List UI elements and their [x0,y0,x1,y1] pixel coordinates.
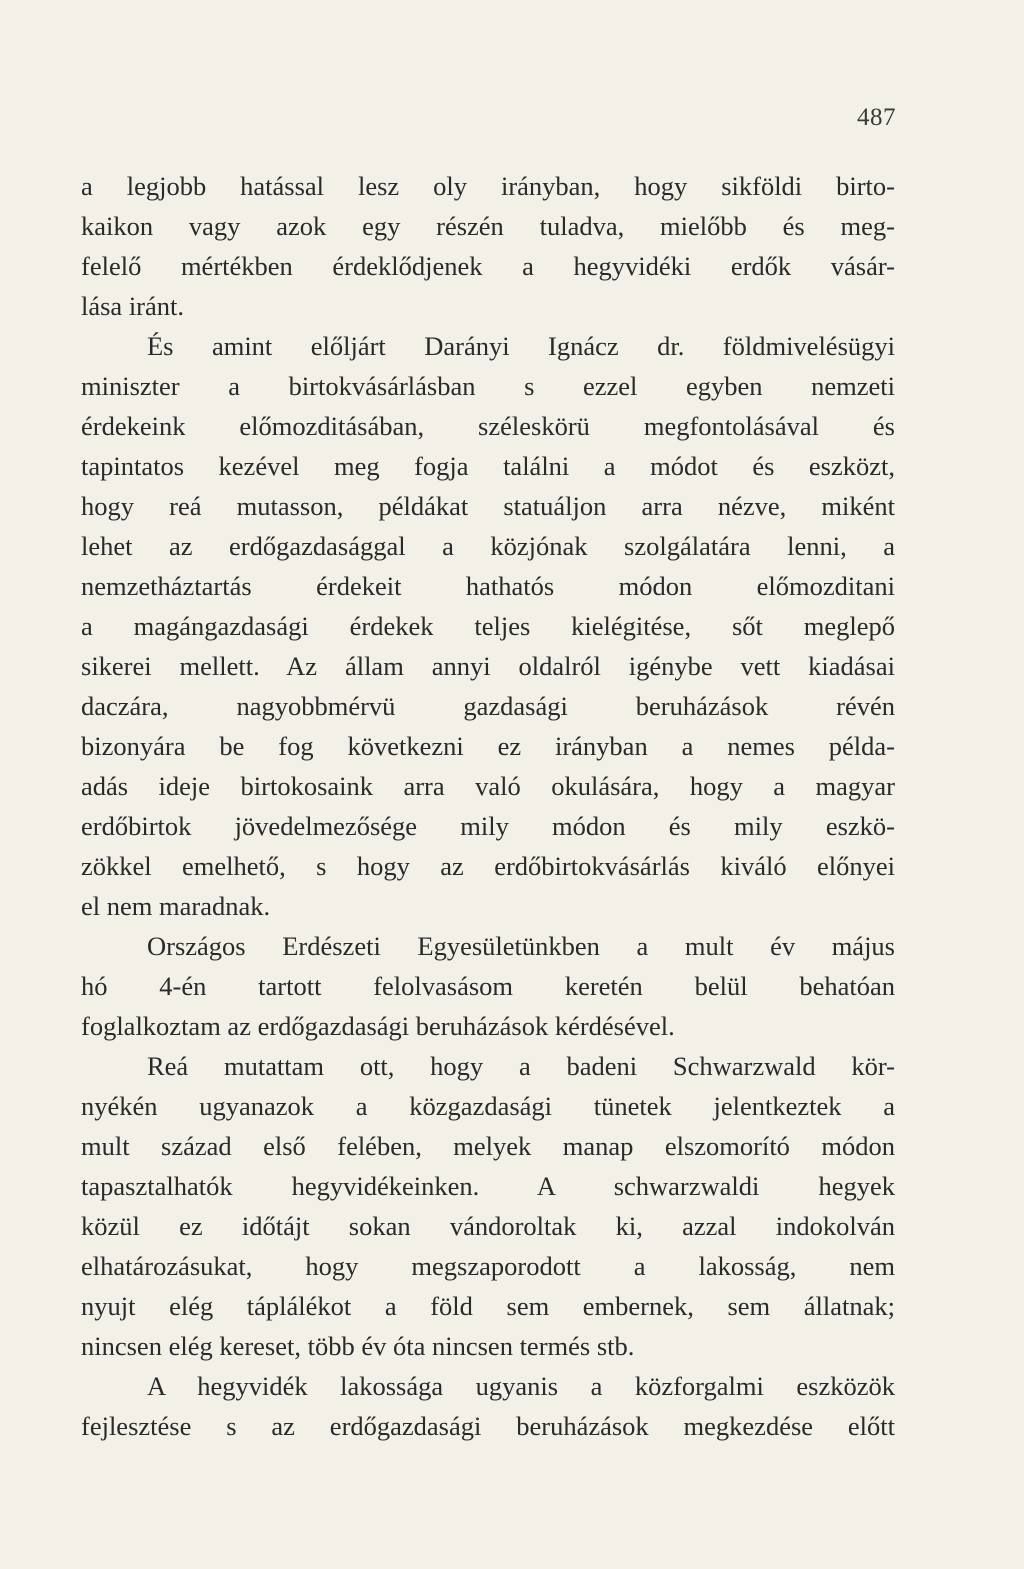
text-line: zökkel emelhető, s hogy az erdőbirtokvásárlás kiváló előnyei [81,851,895,881]
text-line: fejlesztése s az erdőgazdasági beruházások megkezdése előtt [81,1411,895,1441]
text-line: kaikon vagy azok egy részén tuladva, mielőbb és meg- [81,211,895,241]
text-line: nyujt elég táplálékot a föld sem embernek, sem állatnak; [81,1291,895,1321]
text-line: közül ez időtájt sokan vándoroltak ki, azzal indokolván [81,1211,895,1241]
text-line: mult század első felében, melyek manap elszomorító módon [81,1131,895,1161]
text-line: nemzetháztartás érdekeit hathatós módon előmozditani [81,571,895,601]
text-line: Országos Erdészeti Egyesületünkben a mult év május [147,931,895,961]
text-line: foglalkoztam az erdőgazdasági beruházások kérdésével. [81,1011,675,1041]
text-line: adás ideje birtokosaink arra való okulására, hogy a magyar [81,771,895,801]
text-line: miniszter a birtokvásárlásban s ezzel egyben nemzeti [81,371,895,401]
text-line: bizonyára be fog következni ez irányban a nemes példa- [81,731,895,761]
text-line: A hegyvidék lakossága ugyanis a közforgalmi eszközök [147,1371,895,1401]
text-line: a legjobb hatással lesz oly irányban, hogy sikföldi birto- [81,171,895,201]
text-line: sikerei mellett. Az állam annyi oldalról igénybe vett kiadásai [81,651,895,681]
text-line: nyékén ugyanazok a közgazdasági tünetek jelentkeztek a [81,1091,895,1121]
text-line: nincsen elég kereset, több év óta nincsen termés stb. [81,1331,635,1361]
text-line: erdőbirtok jövedelmezősége mily módon és mily eszkö- [81,811,895,841]
text-line: lása iránt. [81,291,185,321]
text-line: el nem maradnak. [81,891,271,921]
body-text [81,166,895,1446]
text-line: felelő mértékben érdeklődjenek a hegyvidéki erdők vásár- [81,251,895,281]
text-line: tapintatos kezével meg fogja találni a módot és eszközt, [81,451,895,481]
text-line: És amint előljárt Darányi Ignácz dr. földmivelésügyi [147,331,895,361]
text-line: hó 4-én tartott felolvasásom keretén belül behatóan [81,971,895,1001]
text-line: Reá mutattam ott, hogy a badeni Schwarzwald kör- [147,1051,895,1081]
page-number: 487 [857,104,896,131]
text-line: elhatározásukat, hogy megszaporodott a lakosság, nem [81,1251,895,1281]
text-line: daczára, nagyobbmérvü gazdasági beruházások révén [81,691,895,721]
text-line: hogy reá mutasson, példákat statuáljon arra nézve, miként [81,491,895,521]
text-line: tapasztalhatók hegyvidékeinken. A schwarzwaldi hegyek [81,1171,895,1201]
text-line: lehet az erdőgazdasággal a közjónak szolgálatára lenni, a [81,531,895,561]
text-line: a magángazdasági érdekek teljes kielégitése, sőt meglepő [81,611,895,641]
text-line: érdekeink előmozditásában, széleskörü megfontolásával és [81,411,895,441]
